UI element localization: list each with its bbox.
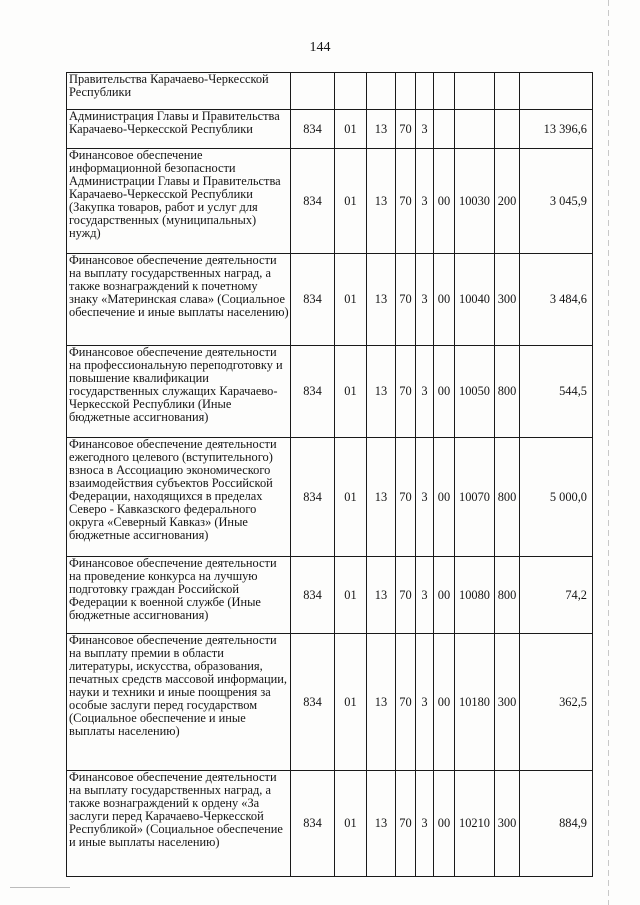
expense-type-cell	[495, 110, 520, 149]
subprogram-code-cell: 3	[416, 438, 434, 557]
table-row	[67, 73, 593, 110]
expense-type-cell: 300	[495, 254, 520, 346]
direction-code-cell: 00	[434, 557, 455, 634]
table-row	[67, 771, 593, 877]
program-code-cell: 70	[396, 110, 416, 149]
amount-cell: 3 484,6	[520, 254, 593, 346]
subsection-code-cell: 13	[367, 149, 396, 254]
expense-type-cell: 800	[495, 346, 520, 438]
target-code-cell: 10030	[455, 149, 495, 254]
expense-type-cell: 200	[495, 149, 520, 254]
section-code-cell: 01	[335, 557, 367, 634]
subsection-code-cell: 13	[367, 346, 396, 438]
program-code-cell: 70	[396, 557, 416, 634]
expense-type-cell: 300	[495, 634, 520, 771]
amount-cell: 74,2	[520, 557, 593, 634]
direction-code-cell: 00	[434, 634, 455, 771]
direction-code-cell: 00	[434, 771, 455, 877]
ministry-code-cell: 834	[291, 254, 335, 346]
table-row	[67, 346, 593, 438]
subprogram-code-cell: 3	[416, 254, 434, 346]
table-row	[67, 254, 593, 346]
target-code-cell	[455, 73, 495, 110]
ministry-code-cell: 834	[291, 634, 335, 771]
scan-edge-mark	[10, 887, 70, 888]
expense-type-cell: 800	[495, 438, 520, 557]
target-code-cell: 10050	[455, 346, 495, 438]
table-row	[67, 149, 593, 254]
table-row	[67, 438, 593, 557]
subsection-code-cell	[367, 73, 396, 110]
subsection-code-cell: 13	[367, 438, 396, 557]
direction-code-cell: 00	[434, 149, 455, 254]
target-code-cell: 10210	[455, 771, 495, 877]
row-description: Финансовое обеспечение деятельности на выплату государственных наград, а также вознаграждений к почетному знаку «Материнская слава» (Социальное обеспечение и иные выплаты населению)	[67, 254, 291, 346]
subprogram-code-cell: 3	[416, 149, 434, 254]
subprogram-code-cell: 3	[416, 771, 434, 877]
program-code-cell: 70	[396, 438, 416, 557]
section-code-cell: 01	[335, 254, 367, 346]
ministry-code-cell: 834	[291, 771, 335, 877]
ministry-code-cell: 834	[291, 149, 335, 254]
amount-cell: 884,9	[520, 771, 593, 877]
subprogram-code-cell: 3	[416, 557, 434, 634]
program-code-cell	[396, 73, 416, 110]
page-number: 144	[309, 40, 331, 55]
expense-type-cell: 800	[495, 557, 520, 634]
subprogram-code-cell	[416, 73, 434, 110]
expense-type-cell	[495, 73, 520, 110]
row-description: Финансовое обеспечение деятельности на выплату государственных наград, а также вознаграждений к ордену «За заслуги перед Карачаево-Черкесской Республикой» (Социальное обеспечение и иные выплаты населению)	[67, 771, 291, 877]
table-row	[67, 557, 593, 634]
direction-code-cell: 00	[434, 438, 455, 557]
target-code-cell: 10070	[455, 438, 495, 557]
amount-cell: 3 045,9	[520, 149, 593, 254]
amount-cell: 544,5	[520, 346, 593, 438]
section-code-cell	[335, 73, 367, 110]
subsection-code-cell: 13	[367, 771, 396, 877]
ministry-code-cell: 834	[291, 438, 335, 557]
table-row	[67, 634, 593, 771]
ministry-code-cell: 834	[291, 110, 335, 149]
amount-cell: 5 000,0	[520, 438, 593, 557]
table-row	[67, 110, 593, 149]
direction-code-cell: 00	[434, 346, 455, 438]
target-code-cell	[455, 110, 495, 149]
target-code-cell: 10180	[455, 634, 495, 771]
subsection-code-cell: 13	[367, 110, 396, 149]
target-code-cell: 10040	[455, 254, 495, 346]
row-description: Финансовое обеспечение деятельности ежегодного целевого (вступительного) взноса в Ассоциацию экономического взаимодействия субъектов Российской Федерации, находящихся в пределах Северо - Кавказского федерального округа «Северный Кавказ» (Иные бюджетные ассигнования)	[67, 438, 291, 557]
row-description: Финансовое обеспечение информационной безопасности Администрации Главы и Правительства Карачаево-Черкесской Республики (Закупка товаров, работ и услуг для государственных (муниципальных) нужд)	[67, 149, 291, 254]
program-code-cell: 70	[396, 634, 416, 771]
program-code-cell: 70	[396, 346, 416, 438]
ministry-code-cell: 834	[291, 557, 335, 634]
program-code-cell: 70	[396, 771, 416, 877]
direction-code-cell	[434, 73, 455, 110]
budget-table-body	[67, 73, 593, 877]
row-description: Администрация Главы и Правительства Карачаево-Черкесской Республики	[67, 110, 291, 149]
section-code-cell: 01	[335, 110, 367, 149]
ministry-code-cell	[291, 73, 335, 110]
program-code-cell: 70	[396, 149, 416, 254]
amount-cell: 362,5	[520, 634, 593, 771]
direction-code-cell: 00	[434, 254, 455, 346]
row-description: Финансовое обеспечение деятельности на выплату премии в области литературы, искусства, образования, печатных средств массовой информации, науки и техники и иные поощрения за особые заслуги перед государством (Социальное обеспечение и иные выплаты населению)	[67, 634, 291, 771]
subsection-code-cell: 13	[367, 254, 396, 346]
amount-cell: 13 396,6	[520, 110, 593, 149]
section-code-cell: 01	[335, 149, 367, 254]
section-code-cell: 01	[335, 771, 367, 877]
section-code-cell: 01	[335, 346, 367, 438]
subprogram-code-cell: 3	[416, 346, 434, 438]
program-code-cell: 70	[396, 254, 416, 346]
budget-table	[66, 72, 593, 877]
section-code-cell: 01	[335, 438, 367, 557]
expense-type-cell: 300	[495, 771, 520, 877]
row-description: Правительства Карачаево-Черкесской Республики	[67, 73, 291, 110]
subsection-code-cell: 13	[367, 634, 396, 771]
subsection-code-cell: 13	[367, 557, 396, 634]
ministry-code-cell: 834	[291, 346, 335, 438]
scan-edge-line	[608, 0, 609, 905]
section-code-cell: 01	[335, 634, 367, 771]
amount-cell	[520, 73, 593, 110]
subprogram-code-cell: 3	[416, 110, 434, 149]
row-description: Финансовое обеспечение деятельности на профессиональную переподготовку и повышение квалификации государственных служащих Карачаево-Черкесской Республики (Иные бюджетные ассигнования)	[67, 346, 291, 438]
row-description: Финансовое обеспечение деятельности на проведение конкурса на лучшую подготовку граждан Российской Федерации к военной службе (Иные бюджетные ассигнования)	[67, 557, 291, 634]
target-code-cell: 10080	[455, 557, 495, 634]
direction-code-cell	[434, 110, 455, 149]
subprogram-code-cell: 3	[416, 634, 434, 771]
